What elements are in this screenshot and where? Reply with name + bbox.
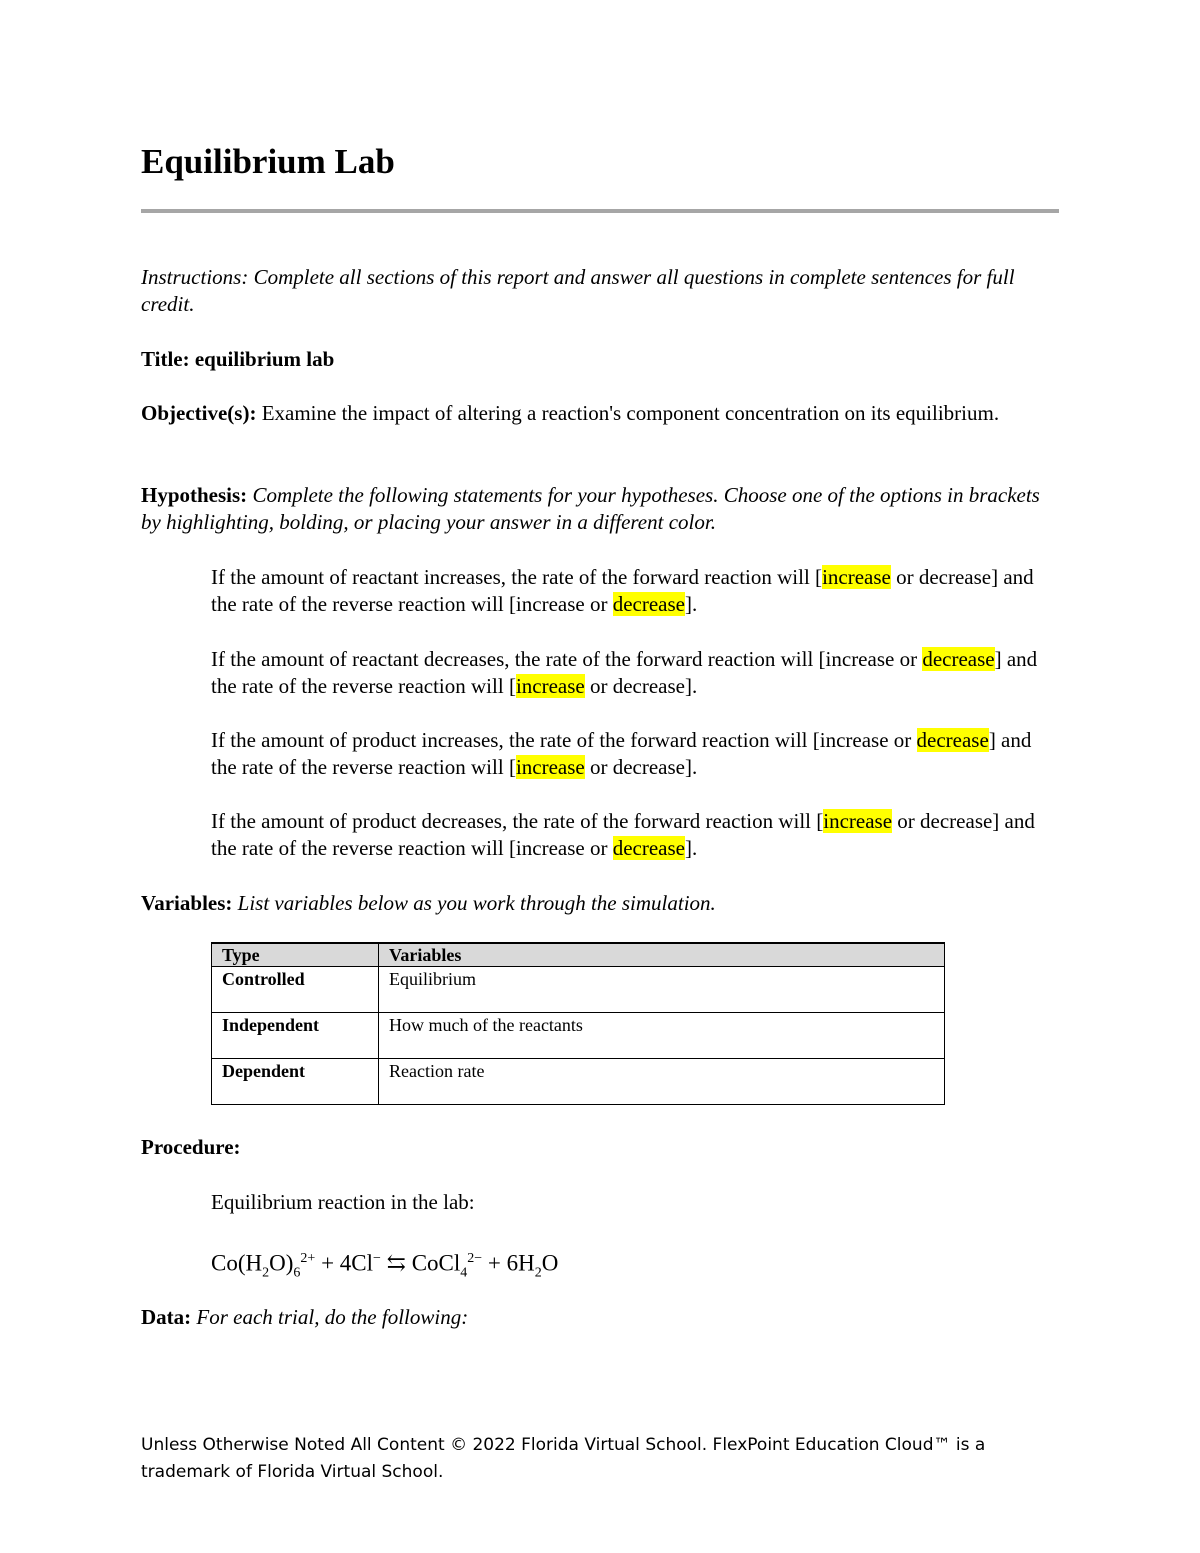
equation-superscript: − xyxy=(373,1251,381,1266)
data-text: For each trial, do the following: xyxy=(196,1305,469,1329)
procedure-label: Procedure: xyxy=(141,1135,241,1159)
highlighted-answer: decrease xyxy=(916,728,989,752)
variable-value: Reaction rate xyxy=(379,1059,945,1105)
equation-part: + 4Cl xyxy=(315,1250,374,1276)
statement-text: If the amount of product decreases, the rate of the forward reaction will [ xyxy=(211,809,824,833)
hypothesis xyxy=(141,482,1059,536)
hypothesis-text: Complete the following statements for your hypotheses. Choose one of the options in brackets by highlighting, bolding, or placing your answer in a different color. xyxy=(141,483,1040,534)
equation-superscript: 2− xyxy=(467,1251,483,1266)
instructions: Instructions: Complete all sections of this report and answer all questions in complete sentences for full credit. xyxy=(141,265,1015,316)
table-header-row xyxy=(212,943,945,967)
statement-text: or decrease]. xyxy=(584,755,698,779)
equation-subscript: 4 xyxy=(460,1265,468,1281)
title-value: equilibrium lab xyxy=(194,347,335,371)
table-header: Variables xyxy=(379,943,945,967)
page-title: Equilibrium Lab xyxy=(141,142,395,181)
title-divider xyxy=(141,209,1059,213)
title-label: Title: xyxy=(141,347,190,371)
objective-label: Objective(s): xyxy=(141,401,257,425)
variables-heading xyxy=(141,890,1059,917)
variables-label: Variables: xyxy=(141,891,233,915)
table-header: Type xyxy=(212,943,379,967)
variables-table xyxy=(211,942,945,1105)
equation-subscript: 2 xyxy=(262,1265,270,1281)
variable-type: Independent xyxy=(212,1013,379,1059)
title-line xyxy=(141,346,1059,373)
statement-text: or decrease] and the rate of the reverse reaction will [increase or xyxy=(211,565,1034,616)
equation-part: + 6H xyxy=(482,1250,535,1276)
hypothesis-statement xyxy=(211,564,1041,618)
data-label: Data: xyxy=(141,1305,192,1329)
variable-type: Controlled xyxy=(212,967,379,1013)
statement-text: If the amount of product increases, the rate of the forward reaction will [increase or xyxy=(211,728,917,752)
hypothesis-statement xyxy=(211,808,1041,862)
equation-part: Co(H xyxy=(211,1250,263,1276)
highlighted-answer: increase xyxy=(515,755,585,779)
variable-value: Equilibrium xyxy=(379,967,945,1013)
highlighted-answer: increase xyxy=(822,565,891,589)
highlighted-answer: increase xyxy=(823,809,893,833)
equation-superscript: 2+ xyxy=(300,1251,316,1266)
highlighted-answer: decrease xyxy=(922,647,995,671)
equation-part: O) xyxy=(269,1250,294,1276)
objective-text: Examine the impact of altering a reaction's component concentration on its equilibrium. xyxy=(261,401,1000,425)
procedure-intro: Equilibrium reaction in the lab: xyxy=(211,1190,475,1214)
highlighted-answer: increase xyxy=(515,674,585,698)
statement-text: ] and the rate of the reverse reaction will [ xyxy=(211,728,1032,779)
objective xyxy=(141,400,1059,427)
chemical-equation xyxy=(211,1244,558,1288)
highlighted-answer: decrease xyxy=(612,836,685,860)
variable-type: Dependent xyxy=(212,1059,379,1105)
hypothesis-statement xyxy=(211,727,1041,781)
statement-text: If the amount of reactant decreases, the rate of the forward reaction will [increase or xyxy=(211,647,923,671)
table-row xyxy=(212,1013,945,1059)
statement-text: ]. xyxy=(685,592,698,616)
variable-value: How much of the reactants xyxy=(379,1013,945,1059)
page-footer: Unless Otherwise Noted All Content © 2022 Florida Virtual School. FlexPoint Education Cloud™ is a trademark of Florida Virtual School. xyxy=(141,1435,986,1482)
statement-text: or decrease]. xyxy=(584,674,698,698)
statement-text: or decrease] and the rate of the reverse reaction will [increase or xyxy=(211,809,1035,860)
table-row xyxy=(212,1059,945,1105)
table-row xyxy=(212,967,945,1013)
equation-part: ⇆ CoCl xyxy=(380,1250,461,1276)
hypothesis-statement xyxy=(211,646,1041,700)
hypothesis-label: Hypothesis: xyxy=(141,483,248,507)
statement-text: ]. xyxy=(685,836,698,860)
statement-text: If the amount of reactant increases, the rate of the forward reaction will [ xyxy=(211,565,823,589)
highlighted-answer: decrease xyxy=(612,592,685,616)
variables-text: List variables below as you work through the simulation. xyxy=(237,891,716,915)
data-heading xyxy=(141,1304,1059,1331)
statement-text: ] and the rate of the reverse reaction will [ xyxy=(211,647,1038,698)
equation-part: O xyxy=(541,1250,559,1276)
equation-subscript: 2 xyxy=(534,1265,542,1281)
equation-subscript: 6 xyxy=(293,1265,301,1281)
